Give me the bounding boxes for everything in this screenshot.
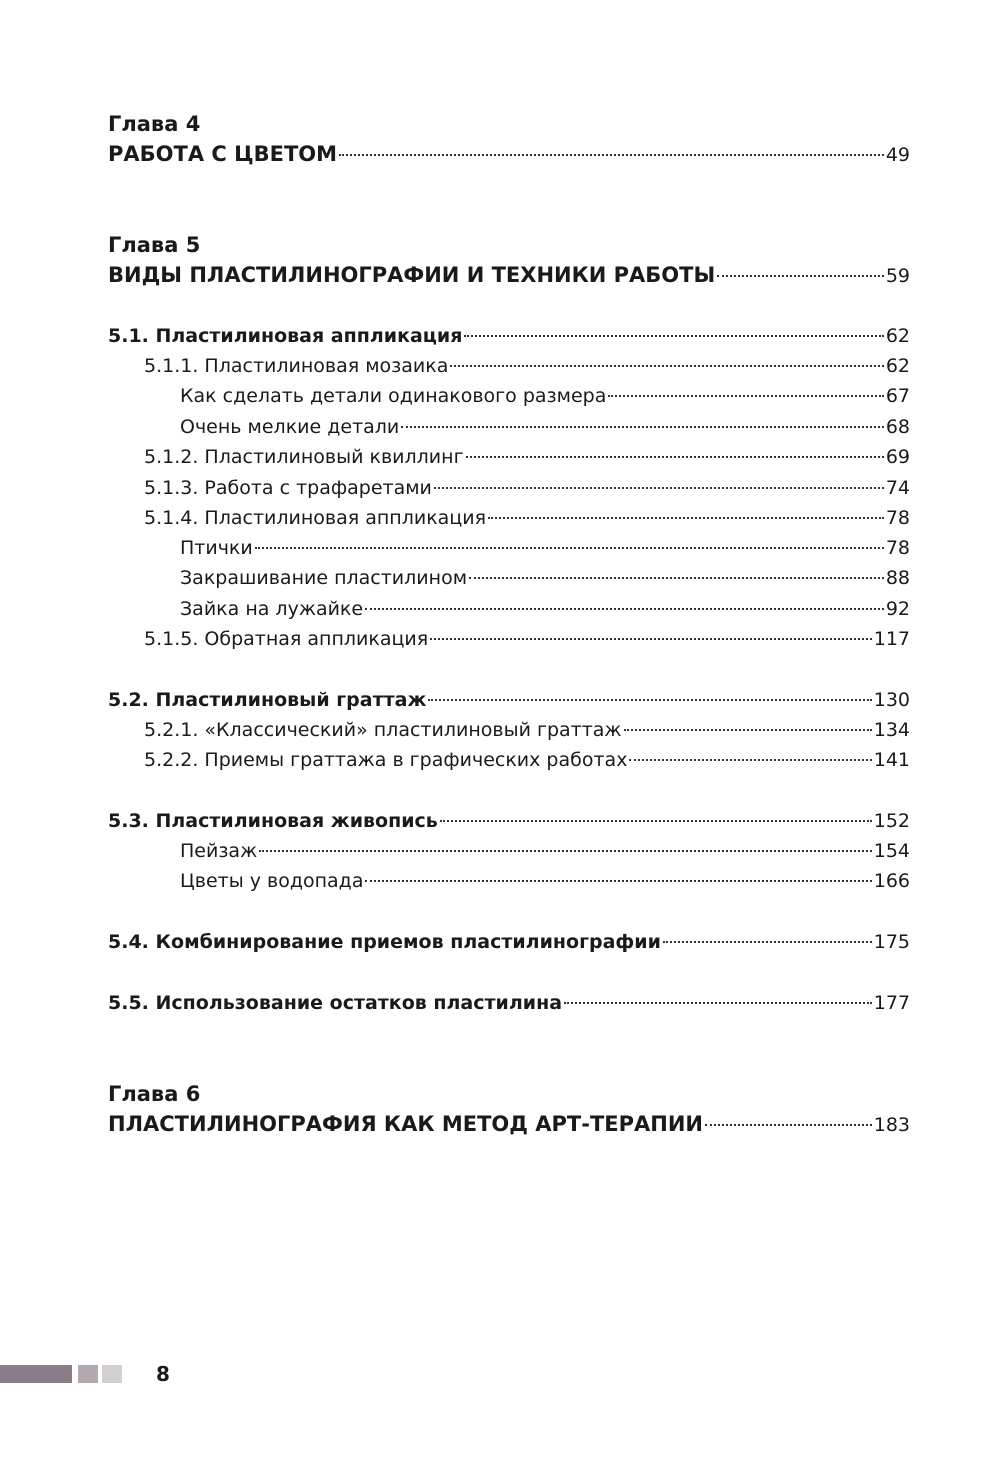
dot-leader	[629, 759, 871, 761]
footer-decor-square	[102, 1365, 122, 1383]
toc-entry[interactable]	[108, 352, 910, 380]
page-ref: 67	[885, 385, 910, 407]
entry-title: 5.2. Пластилиновый граттаж	[108, 689, 427, 711]
entry-title: Зайка на лужайке	[180, 598, 364, 620]
chapter-label: Глава 4	[108, 112, 201, 136]
entry-title: Очень мелкие детали	[180, 416, 400, 438]
entry-title: 5.1.4. Пластилиновая аппликация	[144, 507, 487, 529]
page-ref: 175	[873, 931, 910, 953]
chapter-label: Глава 6	[108, 1082, 201, 1106]
chapter-title-row[interactable]	[108, 261, 910, 290]
toc-entry[interactable]	[108, 746, 910, 774]
dot-leader	[469, 577, 884, 579]
dot-leader	[434, 487, 884, 489]
entry-title: 5.2.2. Приемы граттажа в графических работах	[144, 749, 628, 771]
entry-title: Как сделать детали одинакового размера	[180, 385, 607, 407]
entry-title: 5.2.1. «Классический» пластилиновый граттаж	[144, 719, 622, 741]
dot-leader	[663, 941, 872, 943]
page-ref: 183	[873, 1114, 910, 1136]
toc-entry[interactable]	[108, 504, 910, 532]
dot-leader	[564, 1002, 872, 1004]
chapter-title: ВИДЫ ПЛАСТИЛИНОГРАФИИ И ТЕХНИКИ РАБОТЫ	[108, 263, 716, 287]
toc-entry[interactable]	[108, 413, 910, 441]
page-ref: 62	[885, 355, 910, 377]
page-ref: 177	[873, 992, 910, 1014]
dot-leader	[430, 638, 872, 640]
page-ref: 166	[873, 870, 910, 892]
dot-leader	[255, 547, 884, 549]
toc-entry[interactable]	[108, 443, 910, 471]
toc-entry[interactable]	[108, 564, 910, 592]
entry-title: Птички	[180, 537, 253, 559]
dot-leader	[705, 1124, 872, 1126]
chapter-title: ПЛАСТИЛИНОГРАФИЯ КАК МЕТОД АРТ-ТЕРАПИИ	[108, 1112, 703, 1136]
entry-title: 5.1.3. Работа с трафаретами	[144, 477, 432, 499]
toc-entry[interactable]	[108, 474, 910, 502]
toc-entry[interactable]	[108, 534, 910, 562]
entry-title: Закрашивание пластилином	[180, 567, 468, 589]
entry-title: 5.1.5. Обратная аппликация	[144, 628, 429, 650]
page-ref: 92	[885, 598, 910, 620]
page-ref: 49	[885, 144, 910, 166]
dot-leader	[608, 395, 883, 397]
toc-entry[interactable]	[108, 382, 910, 410]
dot-leader	[488, 517, 884, 519]
toc-entry[interactable]	[108, 625, 910, 653]
dot-leader	[717, 275, 884, 277]
entry-title: 5.1.1. Пластилиновая мозаика	[144, 355, 449, 377]
toc-entry[interactable]	[108, 837, 910, 865]
chapter-title-row[interactable]	[108, 140, 910, 169]
page-ref: 152	[873, 810, 910, 832]
toc-entry[interactable]	[108, 928, 910, 956]
dot-leader	[440, 820, 872, 822]
page-ref: 117	[873, 628, 910, 650]
page-ref: 88	[885, 567, 910, 589]
page-number: 8	[156, 1362, 170, 1386]
dot-leader	[464, 335, 883, 337]
chapter-label: Глава 5	[108, 233, 201, 257]
page-ref: 78	[885, 537, 910, 559]
page-ref: 62	[885, 325, 910, 347]
page-ref: 59	[885, 265, 910, 287]
dot-leader	[466, 456, 884, 458]
dot-leader	[365, 608, 884, 610]
page-ref: 130	[873, 689, 910, 711]
toc-entry[interactable]	[108, 595, 910, 623]
toc-entry[interactable]	[108, 322, 910, 350]
toc-entry[interactable]	[108, 989, 910, 1017]
page-ref: 141	[873, 749, 910, 771]
page-ref: 154	[873, 840, 910, 862]
page-ref: 74	[885, 477, 910, 499]
entry-title: 5.4. Комбинирование приемов пластилинографии	[108, 931, 661, 953]
toc-entry[interactable]	[108, 867, 910, 895]
dot-leader	[450, 365, 883, 367]
page-ref: 134	[873, 719, 910, 741]
dot-leader	[428, 699, 871, 701]
dot-leader	[365, 880, 871, 882]
dot-leader	[401, 426, 884, 428]
footer-decor-square	[78, 1365, 98, 1383]
entry-title: Пейзаж	[180, 840, 258, 862]
chapter-title-row[interactable]	[108, 1110, 910, 1139]
entry-title: 5.1. Пластилиновая аппликация	[108, 325, 463, 347]
footer-decor-bar	[0, 1365, 72, 1383]
dot-leader	[259, 850, 872, 852]
page-ref: 69	[885, 446, 910, 468]
entry-title: Цветы у водопада	[180, 870, 364, 892]
toc-entry[interactable]	[108, 686, 910, 714]
entry-title: 5.1.2. Пластилиновый квиллинг	[144, 446, 464, 468]
dot-leader	[339, 154, 884, 156]
toc-entry[interactable]	[108, 807, 910, 835]
page-ref: 78	[885, 507, 910, 529]
entry-title: 5.5. Использование остатков пластилина	[108, 992, 563, 1014]
dot-leader	[624, 729, 872, 731]
toc-entry[interactable]	[108, 716, 910, 744]
entry-title: 5.3. Пластилиновая живопись	[108, 810, 438, 832]
page-ref: 68	[885, 416, 910, 438]
chapter-title: РАБОТА С ЦВЕТОМ	[108, 142, 338, 166]
